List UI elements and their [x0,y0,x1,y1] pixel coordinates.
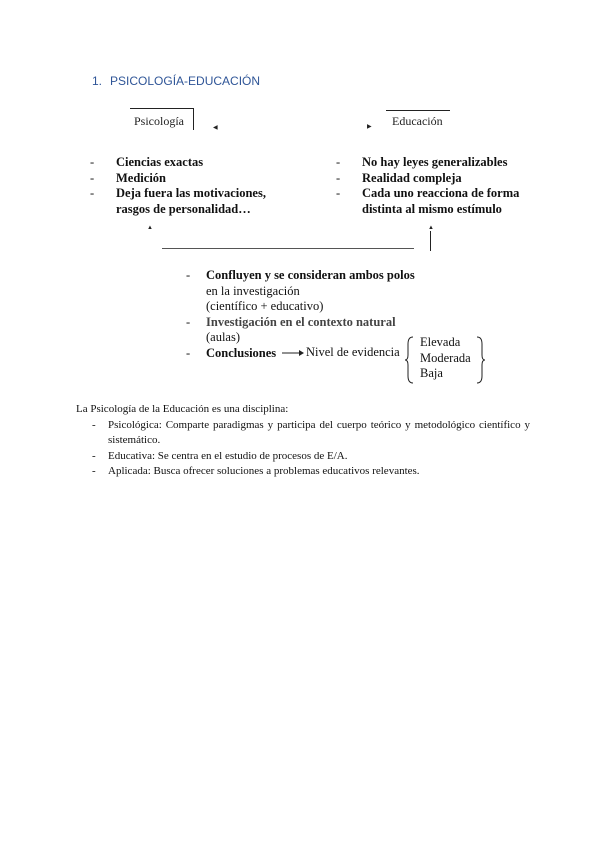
arrow-right-icon [281,348,305,358]
list-item: - No hay leyes generalizables [336,155,508,169]
educacion-box-label: Educación [392,114,443,128]
list-item: - Investigación en el contexto natural [186,314,396,329]
list-item: - Educativa: Se centra en el estudio de procesos de E/A. [92,449,348,462]
list-item: (científico + educativo) [206,299,324,313]
psicologia-box-side [193,108,194,130]
description-paragraph [76,402,530,480]
connector-line [162,248,414,249]
left-brace-icon [404,336,414,384]
list-item: - Cada uno reacciona de forma [336,186,520,200]
psicologia-list [90,155,266,217]
list-item: en la investigación [206,283,300,298]
paragraph-intro: La Psicología de la Educación es una disciplina: [76,403,289,415]
heading-title: PSICOLOGÍA-EDUCACIÓN [110,74,261,88]
arrowhead-up-left-icon: ▲ [147,225,153,231]
psicologia-box-top [130,108,194,109]
list-item: - Aplicada: Busca ofrecer soluciones a problemas educativos relevantes. [92,465,420,477]
list-item: - Psicológica: Comparte paradigmas y participa del cuerpo teórico y metodológico científico y sistemático. [92,418,530,446]
list-item: - Conclusiones [186,345,277,360]
connector-vertical [430,231,431,251]
right-brace-icon [476,336,486,384]
arrowhead-right-icon: ▶ [367,124,372,130]
list-item: - Ciencias exactas [90,155,204,169]
list-item: - Deja fuera las motivaciones, [90,186,266,200]
list-item: (aulas) [206,330,241,344]
evidence-level: Moderada [420,350,471,365]
educacion-box-top [386,110,450,111]
arrowhead-left-icon: ◀ [213,125,218,131]
list-item: - Realidad compleja [336,170,462,185]
evidence-level: Elevada [420,335,461,349]
list-item: rasgos de personalidad… [116,201,251,216]
section-heading [92,74,260,88]
psicologia-box-label: Psicología [134,114,184,128]
evidence-label: Nivel de evidencia [306,345,400,359]
evidence-level: Baja [420,366,443,380]
arrowhead-up-right-icon: ▲ [428,225,434,231]
evidence-levels [420,335,471,382]
list-item: - Medición [90,170,166,185]
list-item: - Confluyen y se consideran ambos polos [186,268,415,282]
list-item: distinta al mismo estímulo [362,201,502,216]
heading-number: 1. [92,74,103,88]
educacion-list [336,155,519,217]
